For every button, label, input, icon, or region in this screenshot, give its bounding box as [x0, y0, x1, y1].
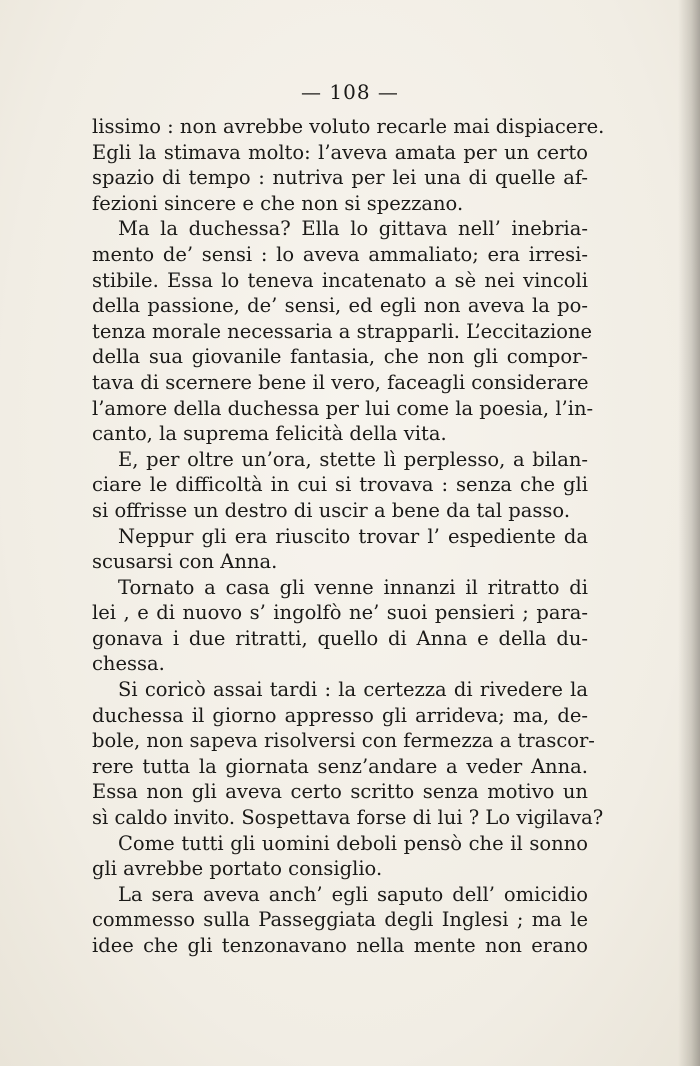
text-line: Tornato a casa gli venne innanzi il ritratto di: [118, 575, 588, 599]
text-line: gli avrebbe portato consiglio.: [92, 857, 383, 881]
text-line: l’amore della duchessa per lui come la poesia, l’in-: [92, 396, 594, 420]
text-line: Egli la stimava molto: l’aveva amata per un certo: [92, 140, 588, 164]
text-line: gonava i due ritratti, quello di Anna e della du-: [92, 626, 588, 650]
text-line: commesso sulla Passeggiata degli Inglesi ; ma le: [92, 908, 588, 932]
text-line: spazio di tempo : nutriva per lei una di quelle af-: [92, 166, 588, 190]
text-line: fezioni sincere e che non si spezzano.: [92, 191, 464, 215]
text-line: stibile. Essa lo teneva incatenato a sè nei vincoli: [92, 268, 588, 292]
text-line: idee che gli tenzonavano nella mente non erano: [92, 934, 588, 957]
text-line: tenza morale necessaria a strapparli. L’eccitazione: [92, 319, 593, 343]
text-line: sì caldo invito. Sospettava forse di lui ? Lo vigilava?: [92, 806, 604, 830]
paragraph: [92, 114, 605, 216]
text-line: Ma la duchessa? Ella lo gittava nell’ inebria-: [118, 217, 588, 241]
paragraph: [92, 831, 588, 882]
text-line: ciare le difficoltà in cui si trovava : senza che gli: [92, 473, 588, 497]
text-line: bole, non sapeva risolversi con fermezza a trascor-: [92, 729, 595, 753]
text-line: Si coricò assai tardi : la certezza di rivedere la: [118, 678, 588, 702]
text-line: E, per oltre un’ora, stette lì perplesso, a bilan-: [118, 447, 588, 471]
text-line: duchessa il giorno appresso gli arrideva; ma, de-: [92, 703, 588, 727]
text-line: lei , e di nuovo s’ ingolfò ne’ suoi pensieri ; para-: [92, 601, 588, 625]
text-line: lissimo : non avrebbe voluto recarle mai dispiacere.: [92, 115, 605, 138]
text-line: si offrisse un destro di uscir a bene da tal passo.: [92, 498, 571, 522]
text-line: della sua giovanile fantasia, che non gli compor-: [92, 345, 588, 369]
paragraph: [92, 882, 588, 959]
text-line: Come tutti gli uomini deboli pensò che il sonno: [118, 831, 588, 855]
text-line: mento de’ sensi : lo aveva ammaliato; era irresi-: [92, 242, 588, 266]
text-line: scusarsi con Anna.: [92, 550, 278, 574]
paragraph: [92, 524, 588, 575]
text-line: della passione, de’ sensi, ed egli non aveva la po-: [92, 294, 588, 318]
text-line: La sera aveva anch’ egli saputo dell’ omicidio: [118, 882, 588, 906]
text-line: Neppur gli era riuscito trovar l’ espediente da: [118, 524, 588, 548]
text-line: tava di scernere bene il vero, faceagli considerare: [92, 370, 589, 394]
page-number: — 108 —: [301, 80, 399, 104]
paragraph: [92, 216, 594, 446]
text-line: Essa non gli aveva certo scritto senza motivo un: [92, 780, 588, 804]
paragraph: [92, 677, 604, 831]
paragraph: [92, 447, 588, 524]
page-edge-shadow: [678, 0, 700, 1066]
text-line: chessa.: [92, 652, 165, 676]
body-text: [92, 114, 605, 959]
text-line: canto, la suprema felicità della vita.: [92, 422, 447, 446]
paragraph: [92, 575, 588, 677]
text-line: rere tutta la giornata senz’andare a veder Anna.: [92, 754, 588, 778]
